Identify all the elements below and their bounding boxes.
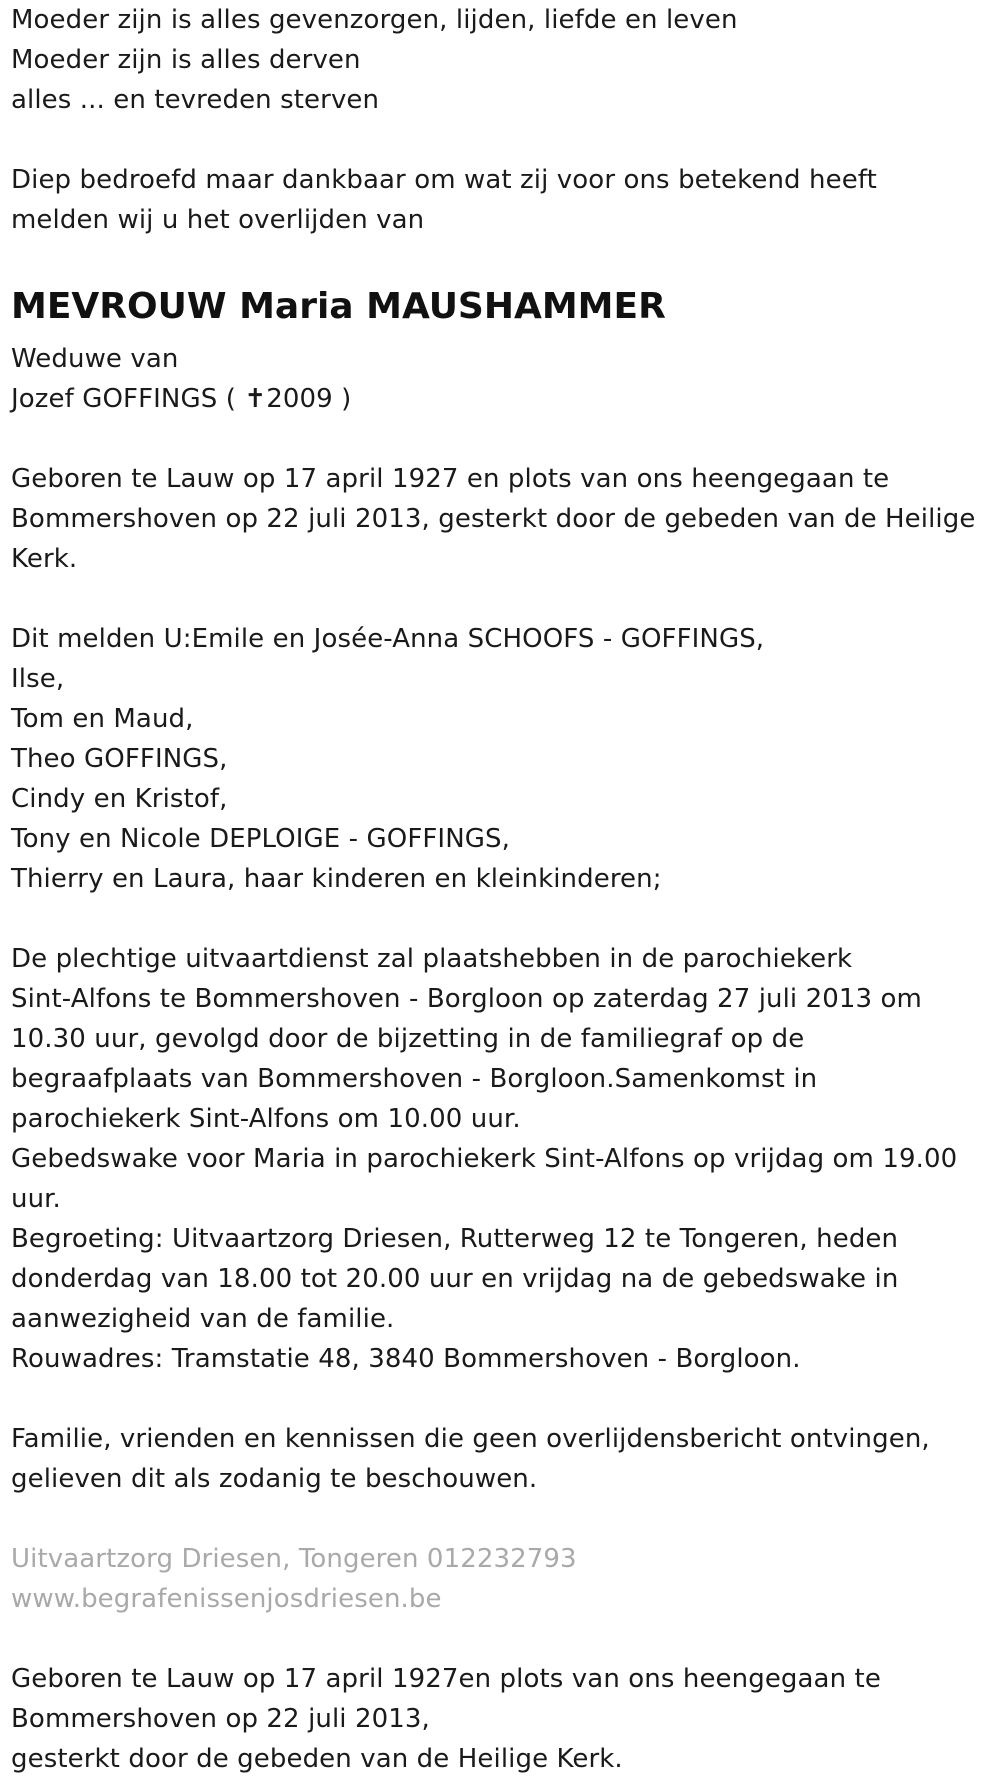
obituary-document xyxy=(11,0,991,1779)
notice-line: gelieven dit als zodanig te beschouwen. xyxy=(11,1464,538,1494)
service-line: Begroeting: Uitvaartzorg Driesen, Rutterweg 12 te Tongeren, heden xyxy=(11,1224,899,1254)
widow-of-label: Weduwe van xyxy=(11,344,179,374)
service-line: Sint-Alfons te Bommershoven - Borgloon op zaterdag 27 juli 2013 om xyxy=(11,984,922,1014)
family-line: Tom en Maud, xyxy=(11,704,194,734)
service-line: Gebedswake voor Maria in parochiekerk Sint-Alfons op vrijdag om 19.00 xyxy=(11,1144,958,1174)
poem-line: Moeder zijn is alles gevenzorgen, lijden, liefde en leven xyxy=(11,5,738,35)
family-line: Cindy en Kristof, xyxy=(11,784,228,814)
service-line: uur. xyxy=(11,1184,61,1214)
spacer xyxy=(11,1499,991,1539)
spacer xyxy=(11,419,991,459)
birth-death-line: Geboren te Lauw op 17 april 1927 en plots van ons heengegaan te xyxy=(11,464,890,494)
spouse-death-year: 2009 ) xyxy=(266,384,352,414)
spacer xyxy=(11,1619,991,1659)
spacer xyxy=(11,579,991,619)
deceased-name: MEVROUW Maria MAUSHAMMER xyxy=(11,286,666,327)
service-line: De plechtige uitvaartdienst zal plaatshebben in de parochiekerk xyxy=(11,944,853,974)
spacer xyxy=(11,240,991,287)
family-line: Theo GOFFINGS, xyxy=(11,744,228,774)
footer-block xyxy=(11,1659,991,1779)
intro-line: melden wij u het overlijden van xyxy=(11,205,425,235)
birth-death-line: Kerk. xyxy=(11,544,78,574)
spacer xyxy=(11,899,991,939)
poem-block xyxy=(11,0,991,120)
intro-block xyxy=(11,160,991,240)
service-line: begraafplaats van Bommershoven - Borgloon.Samenkomst in xyxy=(11,1064,818,1094)
service-line: 10.30 uur, gevolgd door de bijzetting in de familiegraf op de xyxy=(11,1024,805,1054)
notice-block xyxy=(11,1419,991,1499)
service-line: parochiekerk Sint-Alfons om 10.00 uur. xyxy=(11,1104,521,1134)
footer-line: Bommershoven op 22 juli 2013, xyxy=(11,1704,430,1734)
family-line: Thierry en Laura, haar kinderen en kleinkinderen; xyxy=(11,864,662,894)
notice-line: Familie, vrienden en kennissen die geen overlijdensbericht ontvingen, xyxy=(11,1424,930,1454)
service-block xyxy=(11,939,991,1379)
birth-death-block xyxy=(11,459,991,579)
funeral-home-block xyxy=(11,1539,991,1619)
family-block xyxy=(11,619,991,899)
footer-line: gesterkt door de gebeden van de Heilige Kerk. xyxy=(11,1744,623,1774)
spacer xyxy=(11,1379,991,1419)
spouse-name: Jozef GOFFINGS ( xyxy=(11,384,236,414)
spacer xyxy=(11,120,991,160)
service-line: Rouwadres: Tramstatie 48, 3840 Bommershoven - Borgloon. xyxy=(11,1344,801,1374)
birth-death-line: Bommershoven op 22 juli 2013, gesterkt door de gebeden van de Heilige xyxy=(11,504,976,534)
funeral-home-website: www.begrafenissenjosdriesen.be xyxy=(11,1584,442,1614)
cross-icon: ✝ xyxy=(244,384,267,414)
service-line: donderdag van 18.00 tot 20.00 uur en vrijdag na de gebedswake in xyxy=(11,1264,899,1294)
funeral-home-contact: Uitvaartzorg Driesen, Tongeren 012232793 xyxy=(11,1544,577,1574)
spouse-block xyxy=(11,339,991,419)
family-line: Tony en Nicole DEPLOIGE - GOFFINGS, xyxy=(11,824,510,854)
service-line: aanwezigheid van de familie. xyxy=(11,1304,395,1334)
intro-line: Diep bedroefd maar dankbaar om wat zij voor ons betekend heeft xyxy=(11,165,877,195)
poem-line: Moeder zijn is alles derven xyxy=(11,45,361,75)
family-line: Dit melden U:Emile en Josée-Anna SCHOOFS - GOFFINGS, xyxy=(11,624,765,654)
footer-line: Geboren te Lauw op 17 april 1927en plots van ons heengegaan te xyxy=(11,1664,881,1694)
family-line: Ilse, xyxy=(11,664,65,694)
spouse-line xyxy=(11,379,991,419)
poem-line: alles ... en tevreden sterven xyxy=(11,85,380,115)
